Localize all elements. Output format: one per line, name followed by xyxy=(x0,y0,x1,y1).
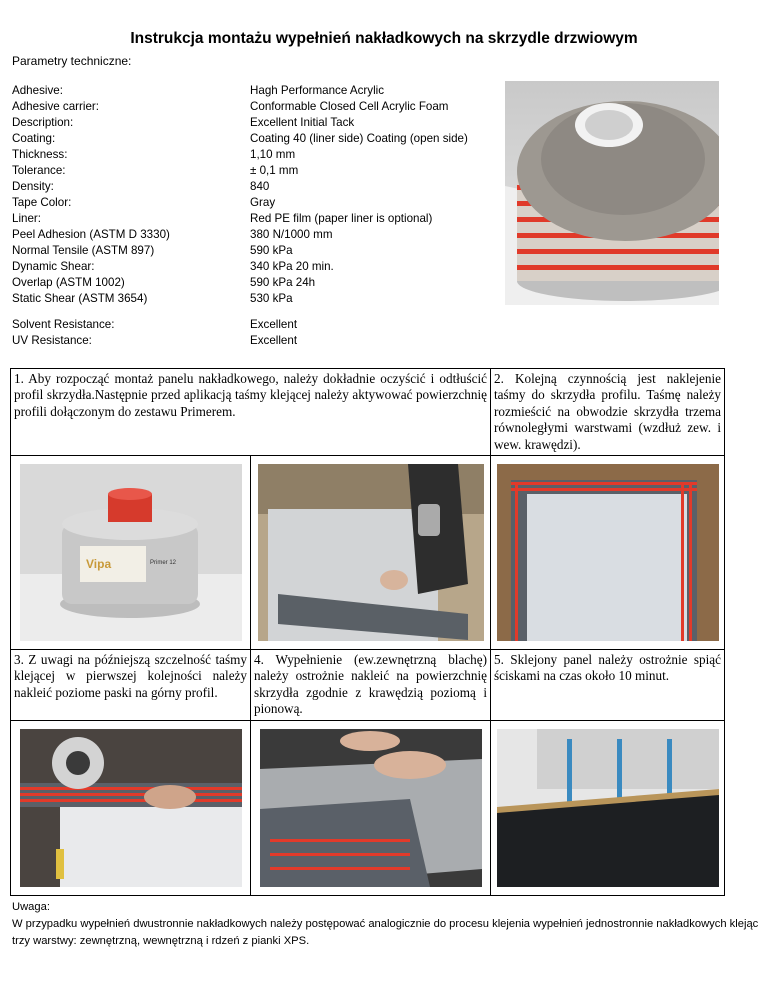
params-heading: Parametry techniczne: xyxy=(12,54,132,68)
param-row xyxy=(12,163,468,179)
tape-roll-image xyxy=(505,81,719,305)
params-list xyxy=(12,83,468,349)
param-label: Tape Color: xyxy=(12,196,72,209)
param-value: Gray xyxy=(250,196,276,209)
param-value: Excellent Initial Tack xyxy=(250,116,355,129)
param-label: Dynamic Shear: xyxy=(12,260,95,273)
note-heading: Uwaga: xyxy=(12,901,50,913)
param-value: 840 xyxy=(250,180,270,193)
step-2-text: 2. Kolejną czynnością jest naklejenie taśmy do skrzydła profilu. Taśmę należy rozmieścić na obwodzie skrzydła trzema równoległymi warstwami (wzdłuż zew. i wew. krawędzi). xyxy=(491,369,725,456)
step-1-text: 1. Aby rozpocząć montaż panelu nakładkowego, należy dokładnie oczyścić i odtłuścić profil skrzydła.Następnie przed aplikacją taśmy klejącej należy aktywować powierzchnię profili dołączonym do zestawu Primerem. xyxy=(11,369,491,456)
param-label: Density: xyxy=(12,180,54,193)
param-row xyxy=(12,83,468,99)
param-label: Peel Adhesion (ASTM D 3330) xyxy=(12,228,170,241)
primer-label: Primer 12 xyxy=(149,560,176,567)
table-row xyxy=(11,720,725,895)
param-row xyxy=(12,275,468,291)
primer-can-image xyxy=(20,464,242,641)
step-2-photo-cell xyxy=(251,456,491,650)
param-label: Tolerance: xyxy=(12,164,66,177)
clamped-panel-image xyxy=(497,729,719,887)
param-value: Excellent xyxy=(250,318,298,331)
param-value: Coating 40 (liner side) Coating (open side) xyxy=(250,132,468,145)
param-label: Adhesive: xyxy=(12,84,63,97)
frame-tape-image xyxy=(497,464,719,641)
param-row xyxy=(12,227,468,243)
page-title: Instrukcja montażu wypełnień nakładkowych na skrzydle drzwiowym xyxy=(130,30,638,47)
param-label: Description: xyxy=(12,116,74,129)
param-row xyxy=(12,131,468,147)
step-5-text: 5. Sklejony panel należy ostrożnie spiąć ściskami na czas około 10 minut. xyxy=(491,650,725,721)
param-value: Excellent xyxy=(250,334,298,347)
table-row xyxy=(11,456,725,650)
step-3-text: 3. Z uwagi na późniejszą szczelność taśmy klejącej w pierwszej kolejności należy nakleić poziome paski na górny profil. xyxy=(11,650,251,721)
note xyxy=(12,899,768,950)
param-row xyxy=(12,243,468,259)
param-label: Static Shear (ASTM 3654) xyxy=(12,292,148,305)
horizontal-tape-image xyxy=(20,729,242,887)
table-row xyxy=(11,369,725,456)
step-1-photo-cell xyxy=(11,456,251,650)
param-label: Solvent Resistance: xyxy=(12,318,115,331)
param-row xyxy=(12,195,468,211)
param-row xyxy=(12,333,468,349)
step-5-photo-cell xyxy=(491,720,725,895)
param-label: Liner: xyxy=(12,212,42,225)
param-row xyxy=(12,291,468,307)
panel-application-image xyxy=(260,729,482,887)
param-row xyxy=(12,115,468,131)
note-text: W przypadku wypełnień dwustronnie nakładkowych należy postępować analogicznie do procesu klejenia wypełnień jednostronnie nakładkowych klejąc trzy warstwy: zewnętrzną, wewnętrzną i rdzeń z pianki XPS. xyxy=(12,918,759,947)
step-4-photo-cell xyxy=(251,720,491,895)
param-value: Hagh Performance Acrylic xyxy=(250,84,385,97)
param-label: Coating: xyxy=(12,132,56,145)
param-row xyxy=(12,211,468,227)
step-3-photo-cell xyxy=(11,720,251,895)
param-label: Overlap (ASTM 1002) xyxy=(12,276,125,289)
param-value: 530 kPa xyxy=(250,292,293,305)
param-label: Normal Tensile (ASTM 897) xyxy=(12,244,155,257)
param-row xyxy=(12,99,468,115)
param-row xyxy=(12,259,468,275)
param-value: Red PE film (paper liner is optional) xyxy=(250,212,433,225)
param-row xyxy=(12,317,468,333)
instruction-table xyxy=(10,368,725,896)
step-2b-photo-cell xyxy=(491,456,725,650)
param-value: ± 0,1 mm xyxy=(250,164,299,177)
param-value: Conformable Closed Cell Acrylic Foam xyxy=(250,100,449,113)
step-4-text: 4. Wypełnienie (ew.zewnętrzną blachę) należy ostrożnie nakleić na powierzchnię skrzydła zgodnie z krawędzią poziomą i pionową. xyxy=(251,650,491,721)
param-value: 590 kPa 24h xyxy=(250,276,316,289)
param-row xyxy=(12,179,468,195)
svg-text:Vipa: Vipa xyxy=(85,557,111,572)
tape-application-image xyxy=(258,464,484,641)
table-row xyxy=(11,650,725,721)
param-value: 380 N/1000 mm xyxy=(250,228,333,241)
param-row xyxy=(12,147,468,163)
param-value: 590 kPa xyxy=(250,244,293,257)
param-label: UV Resistance: xyxy=(12,334,92,347)
param-label: Thickness: xyxy=(12,148,68,161)
param-value: 1,10 mm xyxy=(250,148,296,161)
param-value: 340 kPa 20 min. xyxy=(250,260,334,273)
param-label: Adhesive carrier: xyxy=(12,100,99,113)
